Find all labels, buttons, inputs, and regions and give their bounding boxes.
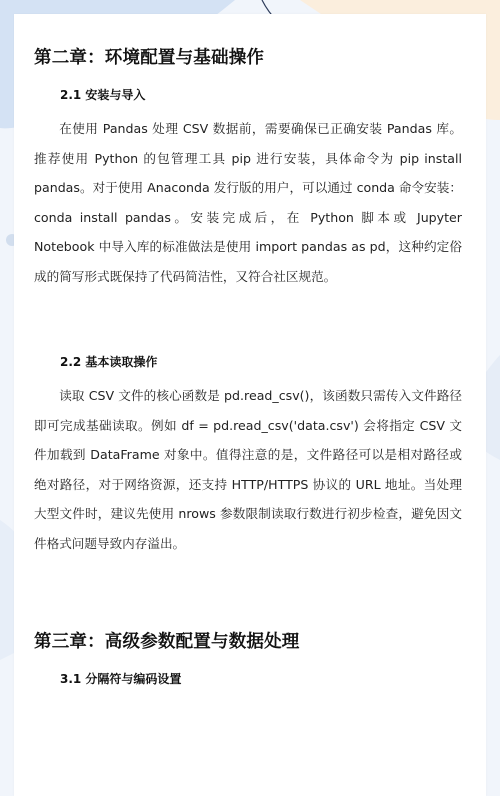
section-2-2-paragraph: 读取 CSV 文件的核心函数是 pd.read_csv()，该函数只需传入文件路径即可完成基础读取。例如 df = pd.read_csv('data.csv') 会将指定 CSV 文件加载到 DataFrame 对象中。值得注意的是，文件路径可以是相对路径或绝对路径，对于网络资源，还支持 HTTP/HTTPS 协议的 URL 地址。当处理大型文件时，建议先使用 nrows 参数限制读取行数进行初步检查，避免因文件格式问题导致内存溢出。 bbox=[34, 388, 462, 551]
section-2-1-paragraph: 在使用 Pandas 处理 CSV 数据前，需要确保已正确安装 Pandas 库。推荐使用 Python 的包管理工具 pip 进行安装，具体命令为 pip install pandas。对于使用 Anaconda 发行版的用户，可以通过 conda 命令安装：conda install pandas。安装完成后，在 Python 脚本或 Jupyter Notebook 中导入库的标准做法是使用 import pandas as pd，这种约定俗成的简写形式既保持了代码简洁性，又符合社区规范。 bbox=[34, 121, 462, 284]
section-2-2-heading: 2.2 基本读取操作 bbox=[60, 355, 158, 369]
chapter-2-title: 第二章：环境配置与基础操作 bbox=[34, 48, 265, 68]
document-page bbox=[14, 14, 486, 796]
section-2-1-heading: 2.1 安装与导入 bbox=[60, 88, 146, 102]
chapter-3-title: 第三章：高级参数配置与数据处理 bbox=[34, 632, 300, 652]
section-3-1-heading: 3.1 分隔符与编码设置 bbox=[60, 672, 182, 686]
